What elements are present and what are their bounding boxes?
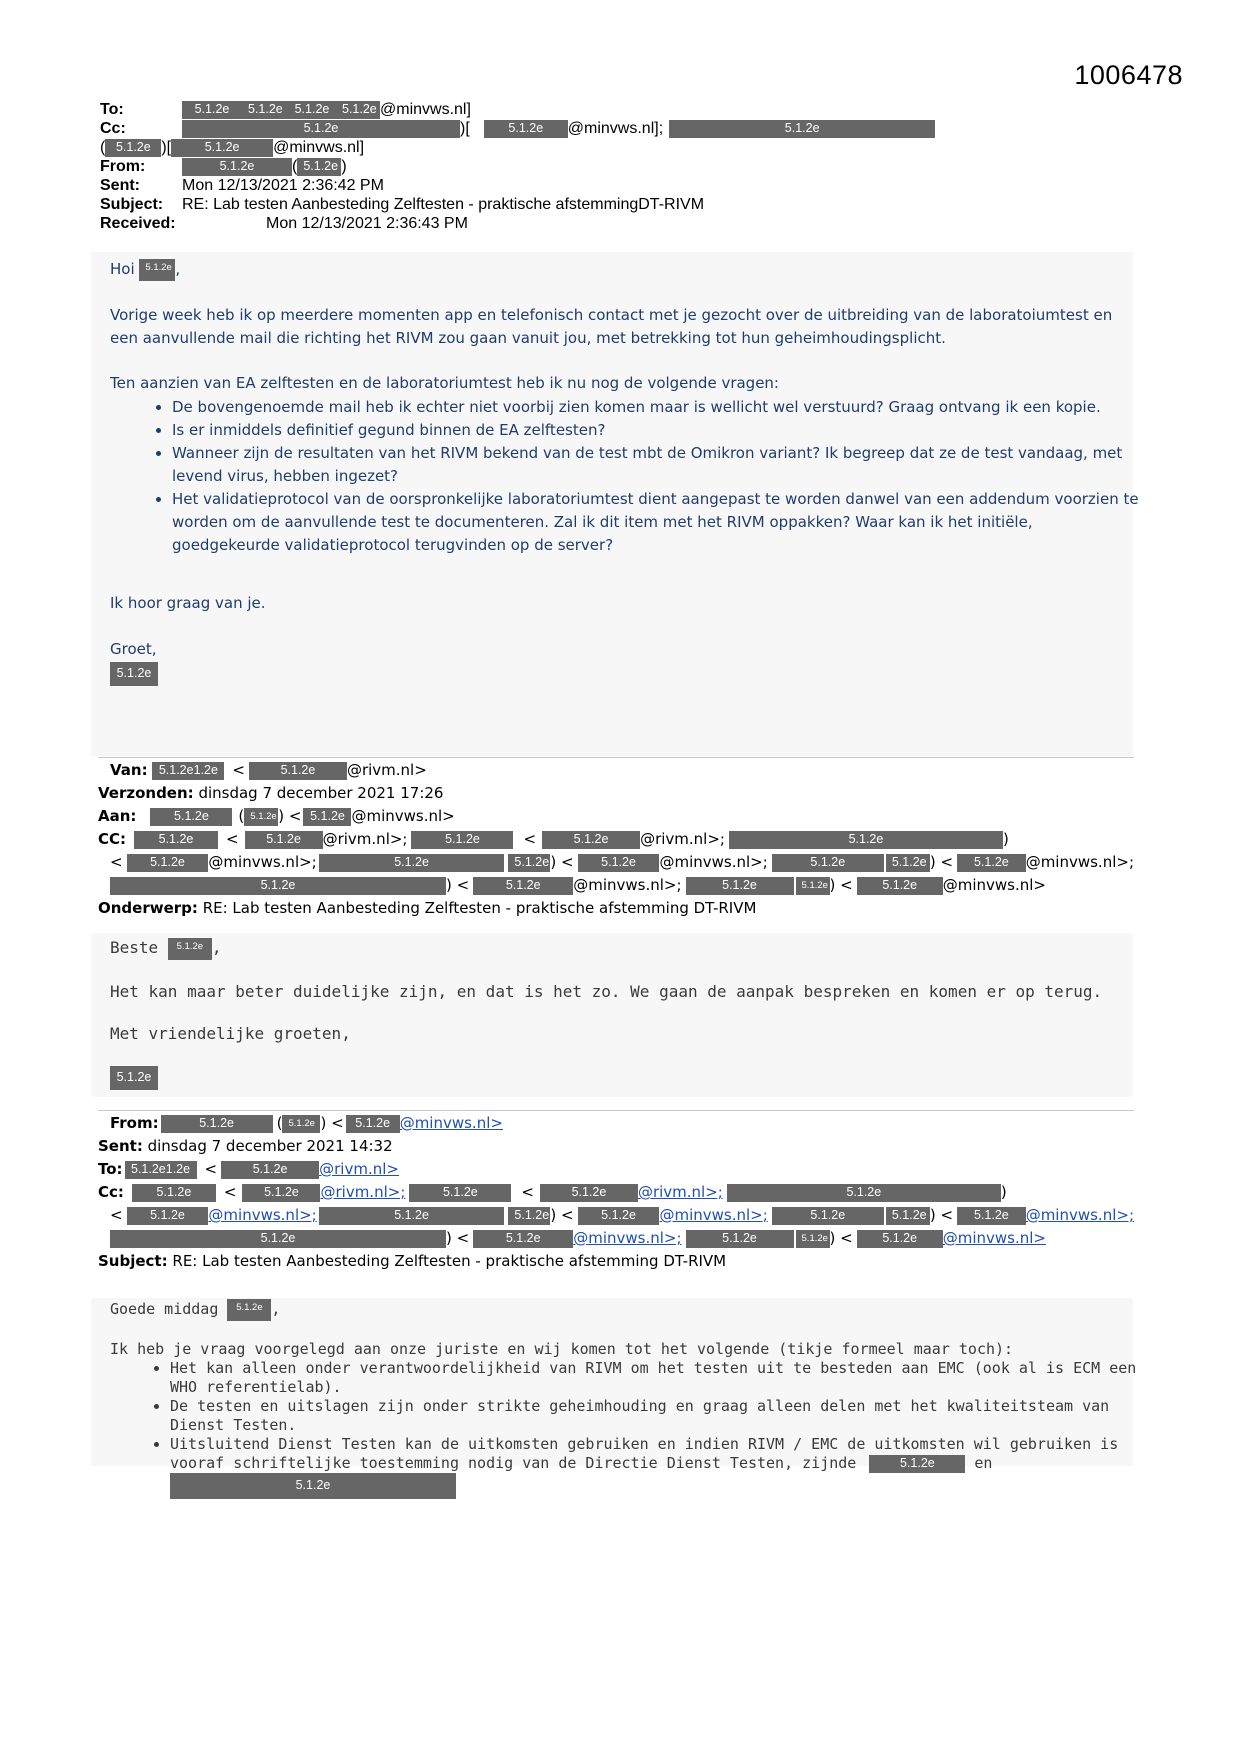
redaction: 5.1.2e <box>473 1230 573 1248</box>
redaction: 5.1.2e <box>110 1066 158 1090</box>
sent-label: Sent: <box>98 1137 143 1155</box>
received-date: Mon 12/13/2021 2:36:43 PM <box>266 215 468 232</box>
redaction: 5.1.2e <box>282 1115 320 1133</box>
email1-question-list <box>110 396 1140 557</box>
redaction: 5.1.2e <box>336 101 380 119</box>
email1-paragraph-2: Ten aanzien van EA zelftesten en de laboratoriumtest heb ik nu nog de volgende vragen: <box>110 374 779 392</box>
redaction: 5.1.2e <box>857 1230 943 1248</box>
from-label: From: <box>110 1114 159 1132</box>
redaction: 5.1.2e <box>249 762 347 780</box>
redaction: 5.1.2e1.2e <box>152 762 224 780</box>
email3-list <box>110 1359 1140 1499</box>
redaction: 5.1.2e <box>132 1184 216 1202</box>
onderwerp-label: Onderwerp: <box>98 899 198 917</box>
redaction: 5.1.2e <box>221 1161 319 1179</box>
sent-date: Mon 12/13/2021 2:36:42 PM <box>182 177 384 194</box>
list-item-text: Uitsluitend Dienst Testen kan de uitkomsten gebruiken en indien RIVM / EMC de uitkomsten wil gebruiken is vooraf schriftelijke toestemming nodig van de Directie Dienst Testen, zijnde <box>170 1435 1119 1472</box>
from-label: From: <box>100 158 146 175</box>
document-number: 1006478 <box>1074 60 1183 90</box>
redaction: 5.1.2e <box>796 1230 830 1248</box>
email1-closing: Ik hoor graag van je. <box>110 594 266 612</box>
forward-header-2 <box>98 1112 1134 1273</box>
redaction: 5.1.2e <box>110 662 158 686</box>
onderwerp-row <box>98 897 1134 920</box>
from-row: From: 5.1.2e ( 5.1.2e ) <box>100 158 347 175</box>
verzonden-row <box>98 782 1134 805</box>
redaction: 5.1.2e <box>796 877 830 895</box>
redaction: 5.1.2e1.2e <box>125 1161 197 1179</box>
redaction: 5.1.2e <box>244 808 278 826</box>
email-header <box>100 100 1160 233</box>
redaction: 5.1.2e <box>727 1184 1001 1202</box>
cc-row-2: < 5.1.2e @minvws.nl>; 5.1.2e 5.1.2e ) < 5.1.2e @minvws.nl>; 5.1.2e 5.1.2e ) < 5.1.2e @minvws.nl>; <box>110 853 1134 871</box>
forward-header-1 <box>98 759 1134 920</box>
redaction: 5.1.2e <box>484 120 568 138</box>
email-link[interactable]: @rivm.nl> <box>319 1160 399 1178</box>
van-label: Van: <box>110 761 148 779</box>
redaction: 5.1.2e <box>182 120 460 138</box>
redaction: 5.1.2e <box>170 1473 456 1499</box>
redaction: 5.1.2e <box>161 1115 273 1133</box>
subject-text: RE: Lab testen Aanbesteding Zelftesten - praktische afstemming DT-RIVM <box>172 1252 727 1270</box>
cc-row: Cc: 5.1.2e < 5.1.2e @rivm.nl>; 5.1.2e < 5.1.2e @rivm.nl>; 5.1.2e ) <box>98 1181 1134 1204</box>
redaction: 5.1.2e <box>110 1230 446 1248</box>
to-row: To: 5.1.2e1.2e < 5.1.2e @rivm.nl> <box>98 1158 1134 1181</box>
redaction: 5.1.2e <box>669 120 935 138</box>
redaction: 5.1.2e <box>409 1184 511 1202</box>
to-label: To: <box>98 1160 123 1178</box>
email2-greeting: Beste 5.1.2e , <box>110 936 1140 960</box>
redaction: 5.1.2e <box>869 1455 965 1473</box>
redaction: 5.1.2e <box>127 854 209 872</box>
van-row: Van: 5.1.2e1.2e < 5.1.2e @rivm.nl> <box>98 759 1134 782</box>
redaction: 5.1.2e <box>319 854 505 872</box>
redaction: 5.1.2e <box>182 158 292 176</box>
email2-paragraph: Het kan maar beter duidelijke zijn, en dat is het zo. We gaan de aanpak bespreken en komen er op terug. <box>110 982 1103 1001</box>
email-link[interactable]: @minvws.nl>; <box>208 1206 317 1224</box>
email2-signature <box>110 1066 1140 1090</box>
redaction: 5.1.2e <box>182 101 242 119</box>
received-row <box>100 214 1160 233</box>
cc-row-3: 5.1.2e ) < 5.1.2e @minvws.nl>; 5.1.2e 5.1.2e ) < 5.1.2e @minvws.nl> <box>98 1227 1134 1250</box>
redaction: 5.1.2e <box>242 1184 320 1202</box>
verzonden-date: dinsdag 7 december 2021 17:26 <box>198 784 444 802</box>
redaction: 5.1.2e <box>110 877 446 895</box>
email-link[interactable]: @minvws.nl>; <box>659 1206 768 1224</box>
cc-row-3: 5.1.2e ) < 5.1.2e @minvws.nl>; 5.1.2e 5.1.2e ) < 5.1.2e @minvws.nl> <box>98 874 1134 897</box>
redaction: 5.1.2e <box>729 831 1003 849</box>
from-row: From: 5.1.2e ( 5.1.2e ) < 5.1.2e @minvws.nl> <box>98 1112 1134 1135</box>
redaction: 5.1.2e <box>227 1299 271 1321</box>
email-link[interactable]: @minvws.nl> <box>942 1229 1046 1247</box>
received-label: Received: <box>100 215 176 232</box>
onderwerp-text: RE: Lab testen Aanbesteding Zelftesten - praktische afstemming DT-RIVM <box>202 899 757 917</box>
cc-row-2: ( 5.1.2e )[ 5.1.2e @minvws.nl] <box>100 139 365 156</box>
email-domain: @minvws.nl] <box>380 101 471 118</box>
redaction: 5.1.2e <box>303 808 351 826</box>
greeting-text: Beste <box>110 938 159 957</box>
email1-paragraph-1: Vorige week heb ik op meerdere momenten app en telefonisch contact met je gezocht over de uitbreiding van de laboratoiumtest en een aanvullende mail die richting het RIVM zou gaan vanuit jou, met betrekking tot hun geheimhoudingsplicht. <box>110 306 1113 347</box>
redaction: 5.1.2e <box>297 158 341 176</box>
redaction: 5.1.2e <box>578 854 660 872</box>
email1-regards: Groet, <box>110 640 157 658</box>
email2-closing: Met vriendelijke groeten, <box>110 1024 351 1043</box>
redaction: 5.1.2e <box>886 1207 930 1225</box>
redaction: 5.1.2e <box>686 1230 794 1248</box>
redaction: 5.1.2e <box>245 831 323 849</box>
redaction: 5.1.2e <box>288 101 336 119</box>
list-item: • Wanneer zijn de resultaten van het RIVM bekend van de test mbt de Omikron variant? Ik begreep dat ze de test vandaag, met levend virus, hebben ingezet? <box>172 442 1140 488</box>
subject-label: Subject: <box>98 1252 168 1270</box>
redaction: 5.1.2e <box>105 139 161 157</box>
redaction: 5.1.2e <box>168 938 212 960</box>
greeting-text: Hoi <box>110 260 135 278</box>
email-link[interactable]: @minvws.nl>; <box>573 1229 682 1247</box>
cc-label: CC: <box>98 830 127 848</box>
list-item: • Het validatieprotocol van de oorspronkelijke laboratoriumtest dient aangepast te worden danwel van een addendum voorzien te worden om de aanvullende test te documenteren. Zal ik dit item met het RIVM oppakken? Waar kan ik het initiële, goedgekeurde validatieprotocol terugvinden op de server? <box>172 488 1140 557</box>
email1-signature <box>110 662 1140 686</box>
email-link[interactable]: @rivm.nl>; <box>637 1183 723 1201</box>
redaction: 5.1.2e <box>508 854 550 872</box>
redaction: 5.1.2e <box>578 1207 660 1225</box>
email-link[interactable]: @minvws.nl>; <box>1025 1206 1134 1224</box>
redaction: 5.1.2e <box>772 854 884 872</box>
redaction: 5.1.2e <box>127 1207 209 1225</box>
greeting-text: Goede middag <box>110 1300 219 1318</box>
cc-label: Cc: <box>98 1183 124 1201</box>
email-link[interactable]: @minvws.nl> <box>399 1114 503 1132</box>
redaction: 5.1.2e <box>957 854 1026 872</box>
redaction: 5.1.2e <box>540 1184 638 1202</box>
to-row <box>100 100 1160 119</box>
email3-intro: Ik heb je vraag voorgelegd aan onze juriste en wij komen tot het volgende (tikje formeel maar toch): <box>110 1340 1014 1358</box>
cc-row: Cc: 5.1.2e )[ 5.1.2e @minvws.nl]; 5.1.2e <box>100 119 1160 138</box>
list-item: • De testen en uitslagen zijn onder strikte geheimhouding en graag alleen delen met het kwaliteitsteam van Dienst Testen. <box>170 1397 1140 1435</box>
redaction: 5.1.2e <box>242 101 288 119</box>
to-label: To: <box>100 101 124 118</box>
list-item: • Is er inmiddels definitief gegund binnen de EA zelftesten? <box>172 419 1140 442</box>
verzonden-label: Verzonden: <box>98 784 194 802</box>
subject-row <box>98 1250 1134 1273</box>
list-item-conjunction: en <box>974 1454 993 1472</box>
redaction: 5.1.2e <box>508 1207 550 1225</box>
redaction: 5.1.2e <box>957 1207 1026 1225</box>
separator <box>98 757 1134 758</box>
aan-label: Aan: <box>98 807 137 825</box>
redaction: 5.1.2e <box>772 1207 884 1225</box>
redaction: 5.1.2e <box>319 1207 505 1225</box>
list-item: • De bovengenoemde mail heb ik echter niet voorbij zien komen maar is wellicht wel verstuurd? Graag ontvang ik een kopie. <box>172 396 1140 419</box>
email1-greeting: Hoi 5.1.2e , <box>110 258 1140 281</box>
redaction: 5.1.2e <box>346 1115 400 1133</box>
sent-date: dinsdag 7 december 2021 14:32 <box>147 1137 393 1155</box>
list-item: • Het kan alleen onder verantwoordelijkheid van RIVM om het testen uit te besteden aan EMC (ook al is ECM een WHO referentielab). <box>170 1359 1140 1397</box>
sent-label: Sent: <box>100 177 140 194</box>
redaction: 5.1.2e <box>139 259 175 281</box>
subject-text: RE: Lab testen Aanbesteding Zelftesten - praktische afstemmingDT-RIVM <box>182 196 705 213</box>
redaction: 5.1.2e <box>150 808 232 826</box>
cc-label: Cc: <box>100 120 126 137</box>
email3-greeting: Goede middag 5.1.2e , <box>110 1298 1140 1321</box>
subject-row <box>100 195 1160 214</box>
redaction: 5.1.2e <box>686 877 794 895</box>
redaction: 5.1.2e <box>411 831 513 849</box>
subject-label: Subject: <box>100 196 164 213</box>
redaction: 5.1.2e <box>886 854 930 872</box>
redaction: 5.1.2e <box>542 831 640 849</box>
aan-row: Aan: 5.1.2e ( 5.1.2e ) < 5.1.2e @minvws.nl> <box>98 805 1134 828</box>
redaction: 5.1.2e <box>473 877 573 895</box>
redaction: 5.1.2e <box>134 831 218 849</box>
email-domain: @minvws.nl]; <box>567 120 664 137</box>
redaction: 5.1.2e <box>857 877 943 895</box>
sent-row <box>100 176 1160 195</box>
list-item <box>170 1435 1140 1499</box>
cc-row: CC: 5.1.2e < 5.1.2e @rivm.nl>; 5.1.2e < 5.1.2e @rivm.nl>; 5.1.2e ) <box>98 828 1134 851</box>
cc-row-2: < 5.1.2e @minvws.nl>; 5.1.2e 5.1.2e ) < 5.1.2e @minvws.nl>; 5.1.2e 5.1.2e ) < 5.1.2e @minvws.nl>; <box>98 1204 1134 1227</box>
redaction: 5.1.2e <box>171 139 273 157</box>
sent-row <box>98 1135 1134 1158</box>
email-link[interactable]: @rivm.nl>; <box>320 1183 406 1201</box>
separator <box>98 1110 1134 1111</box>
